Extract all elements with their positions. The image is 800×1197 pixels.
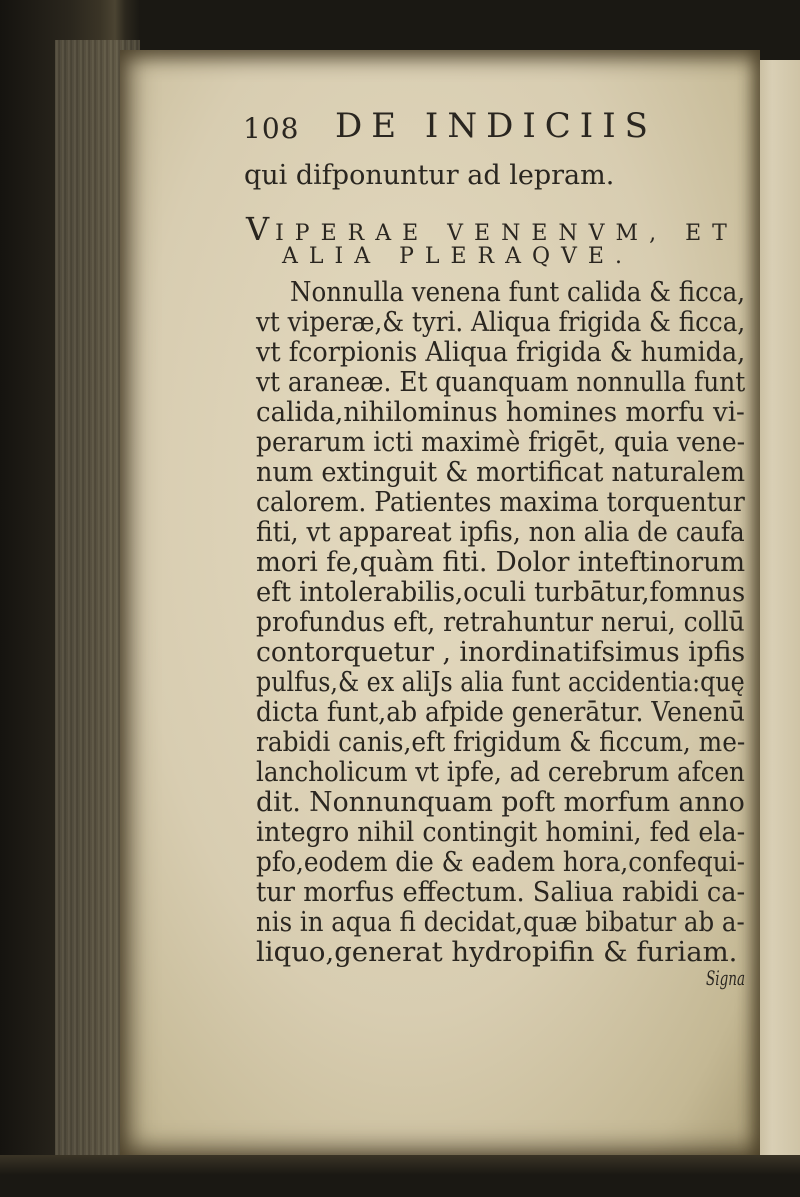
body-line: contorquetur , inordinatifsimus ipfis xyxy=(256,636,746,668)
body-line: tur morfus effectum. Saliua rabidi ca- xyxy=(256,876,746,908)
body-line: profundus eft, retrahuntur nerui, collū xyxy=(256,606,745,638)
page-number: 108 xyxy=(243,112,300,145)
intro-line: qui difponuntur ad lepram. xyxy=(244,160,615,191)
body-line: dicta funt,ab afpide generātur. Venenū xyxy=(256,696,745,728)
body-line: fiti, vt appareat ipfis, non alia de caufa xyxy=(256,516,745,548)
section-title-line1-rest: IPERAE VENENVM, ET xyxy=(275,221,738,246)
bottom-shadow xyxy=(0,1155,800,1197)
body-line: calorem. Patientes maxima torquentur xyxy=(256,486,745,518)
body-line: num extinguit & mortificat naturalem xyxy=(256,456,746,488)
body-line: mori fe,quàm fiti. Dolor inteftinorum xyxy=(256,546,746,578)
body-line: nis in aqua fi decidat,quæ bibatur ab a- xyxy=(256,906,745,938)
body-line: rabidi canis,eft frigidum & ficcum, me- xyxy=(256,726,746,758)
body-line: liquo,generat hydropifin & furiam. xyxy=(256,936,738,968)
body-line: calida,nihilominus homines morfu vi- xyxy=(256,396,745,428)
body-line: vt araneæ. Et quanquam nonnulla funt xyxy=(256,366,746,398)
body-line: dit. Nonnunquam poft morfum anno xyxy=(256,786,745,818)
body-line: eft intolerabilis,oculi turbātur,fomnus xyxy=(256,576,746,608)
section-title-line2: ALIA PLERAQVE. xyxy=(282,244,633,269)
catchword: Signa xyxy=(706,966,746,990)
body-line: vt viperæ,& tyri. Aliqua frigida & ficca, xyxy=(256,306,746,338)
body-line: pulfus,& ex aliJs alia funt accidentia:quę xyxy=(256,666,745,698)
body-line: vt fcorpionis Aliqua frigida & humida, xyxy=(256,336,746,368)
section-title-initial: V xyxy=(246,210,276,248)
body-line: perarum icti maximè frigēt, quia vene- xyxy=(256,426,746,458)
body-line: pfo,eodem die & eadem hora,confequi- xyxy=(256,846,745,878)
body-line: lancholicum vt ipfe, ad cerebrum afcen xyxy=(256,756,745,788)
running-head: DE INDICIIS xyxy=(335,106,657,146)
body-line: integro nihil contingit homini, fed ela- xyxy=(256,816,746,848)
body-line: Nonnulla venena funt calida & ficca, xyxy=(290,276,746,308)
section-title-line1 xyxy=(246,210,738,248)
